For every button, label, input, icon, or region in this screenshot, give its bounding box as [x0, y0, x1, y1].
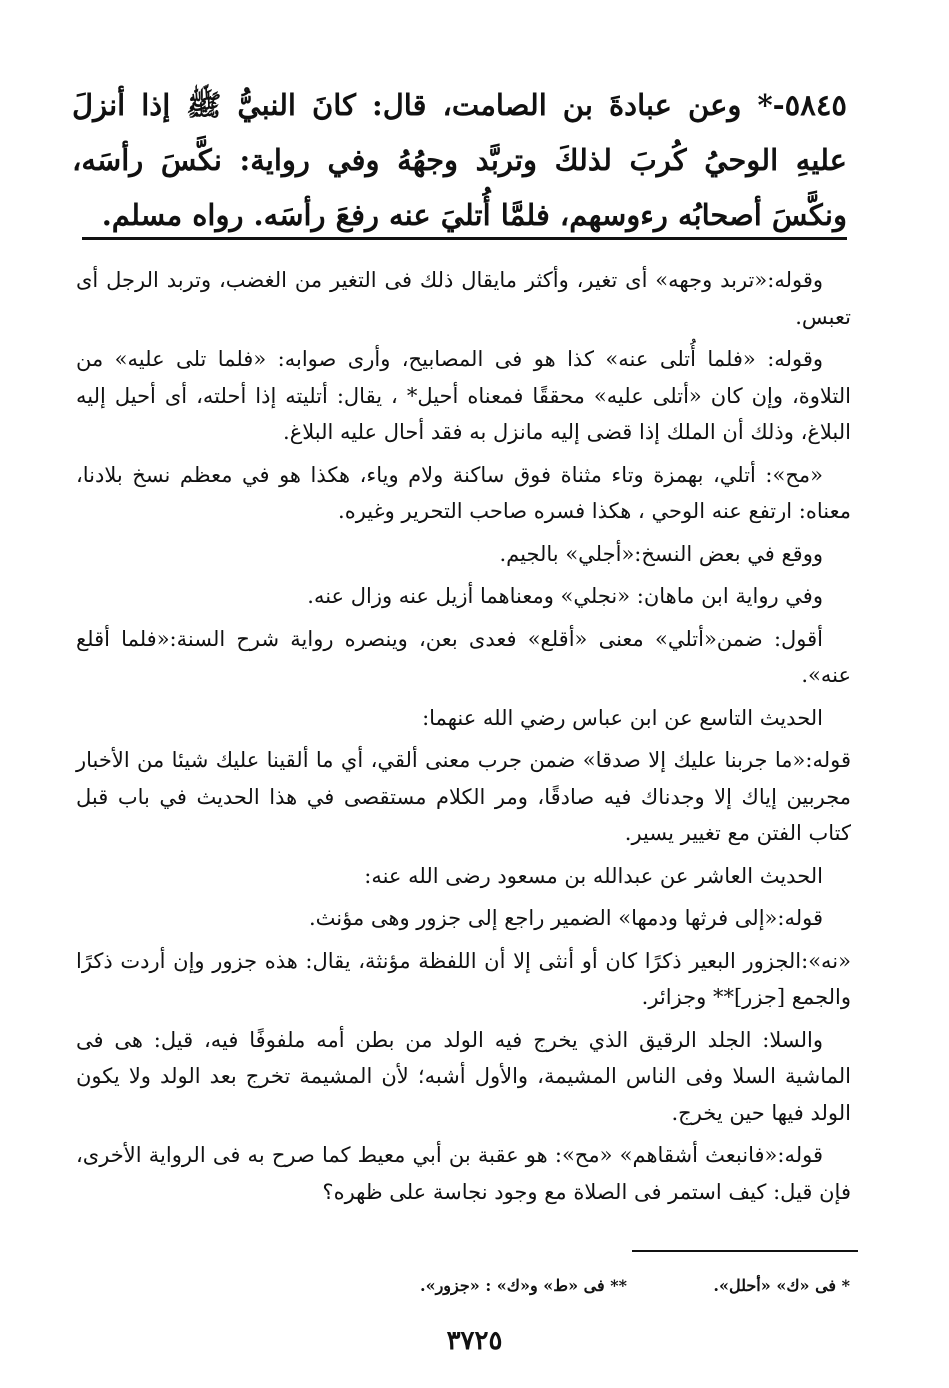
commentary-paragraph: الحديث العاشر عن عبدالله بن مسعود رضى الله عنه: — [364, 863, 823, 888]
commentary-paragraph: قوله:«ما جربنا عليك إلا صدقا» ضمن جرب معنى ألقي، أي ما ألقينا عليك شيئا من الأخبار مجربين إياك إلا وجدناك فيه صادقًا، ومر الكلام مستقصى في هذا الحديث في باب قبل كتاب الفتن مع تغيير يسير. — [76, 748, 851, 845]
hadith-number: ٥٨٤٥-* — [757, 88, 847, 122]
commentary-paragraph: قوله:«فانبعث أشقاهم» «مح»: هو عقبة بن أبي معيط كما صرح به فى الرواية الأخرى، فإن قيل: كيف استمر فى الصلاة مع وجود نجاسة على ظهره؟ — [76, 1143, 851, 1204]
commentary-paragraph: ووقع في بعض النسخ:«أجلي» بالجيم. — [499, 541, 823, 566]
page-number: ٣٧٢٥ — [446, 1326, 503, 1356]
footnotes — [420, 1275, 850, 1297]
separator-rule — [82, 237, 847, 240]
footnote-1: * فى «ك» «أحلل». — [713, 1276, 850, 1295]
commentary-paragraph: وفي رواية ابن ماهان: «نجلي» ومعناهما أزيل عنه وزال عنه. — [307, 584, 823, 608]
commentary-paragraph: «مح»: أتلي، بهمزة وتاء مثناة فوق ساكنة ولام وياء، هكذا هو في معظم نسخ بلادنا، معناه: ارتفع عنه الوحي ، هكذا فسره صاحب التحرير وغيره. — [76, 462, 851, 523]
footnote-separator — [632, 1250, 858, 1252]
commentary-paragraph: الحديث التاسع عن ابن عباس رضي الله عنهما: — [422, 705, 823, 730]
commentary-paragraph: والسلا: الجلد الرقيق الذي يخرج فيه الولد من بطن أمه ملفوفًا فيه، قيل: هى فى الماشية السلا وفى الناس المشيمة، والأول أشبه؛ لأن المشيمة تخرج بعد الولد ولا يكون الولد فيها حين يخرج. — [76, 1027, 851, 1125]
hadith-body: وعن عبادةَ بن الصامت، قال: كانَ النبيُّ ﷺ إذا أنزلَ عليهِ الوحيُ كُربَ لذلكَ وتربَّد وجهُهُ وفي رواية: نكَّسَ رأسَه، ونكَّسَ أصحابُه رءوسهم، فلمَّا أُتليَ عنه رفعَ رأسَه. رواه مسلم. — [72, 88, 847, 232]
commentary-paragraph: قوله:«إلى فرثها ودمها» الضمير راجع إلى جزور وهى مؤنث. — [308, 906, 823, 930]
commentary-paragraph: وقوله:«تربد وجهه» أى تغير، وأكثر مايقال ذلك فى التغير من الغضب، وتربد الرجل أى تعبس. — [76, 268, 851, 329]
commentary-paragraph: «نه»:الجزور البعير ذكرًا كان أو أنثى إلا أن اللفظة مؤنثة، يقال: هذه جزور وإن أردت ذكرًا والجمع [جزر]** وجزائر. — [76, 948, 851, 1009]
commentary-paragraph: وقوله: «فلما أُتلى عنه» كذا هو فى المصابيح، وأرى صوابه: «فلما تلى عليه» من التلاوة، وإن كان «أتلى عليه» محققًا فمعناه أحيل* ، يقال: أتليته إذا أحلته، أى أحيل إليه البلاغ، وذلك أن الملك إذا قضى إليه مانزل به فقد أحال عليه البلاغ. — [76, 347, 851, 444]
commentary-block — [76, 262, 851, 1216]
hadith-paragraph — [72, 78, 847, 243]
footnote-2: ** فى «ط» و«ك» : «جزور». — [420, 1276, 627, 1295]
commentary-paragraph: أقول: ضمن«أتلي» معنى «أقلع» فعدى بعن، وينصره رواية شرح السنة:«فلما أقلع عنه». — [76, 626, 851, 687]
hadith-text-block — [72, 78, 847, 243]
